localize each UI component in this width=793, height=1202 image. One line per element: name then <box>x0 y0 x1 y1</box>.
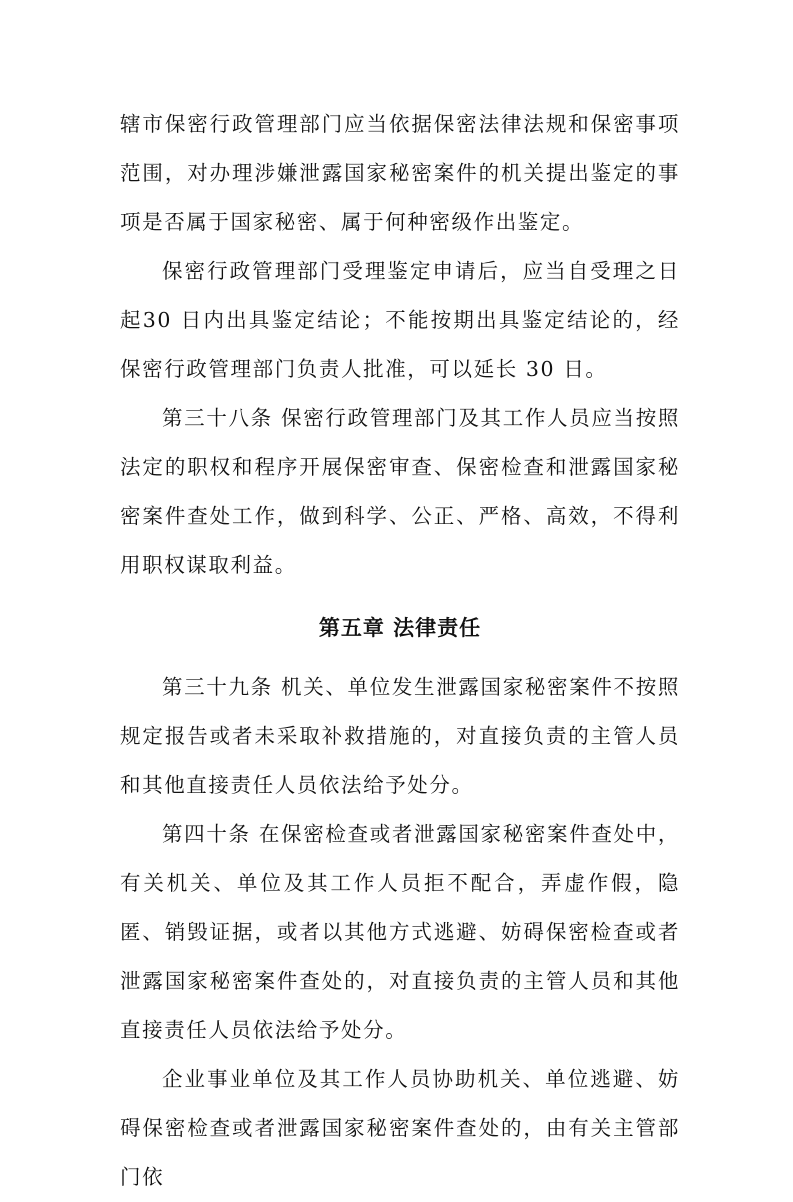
document-body <box>120 100 680 1202</box>
paragraph-continued: 辖市保密行政管理部门应当依据保密法律法规和保密事项范围，对办理涉嫌泄露国家秘密案件的机关提出鉴定的事项是否属于国家秘密、属于何种密级作出鉴定。 <box>120 112 680 234</box>
paragraph-article-40: 第四十条 在保密检查或者泄露国家秘密案件查处中，有关机关、单位及其工作人员拒不配合，弄虚作假，隐匿、销毁证据，或者以其他方式逃避、妨碍保密检查或者泄露国家秘密案件查处的，对直接负责的主管人员和其他直接责任人员依法给予处分。 <box>120 822 680 1042</box>
paragraph-article-38: 第三十八条 保密行政管理部门及其工作人员应当按照法定的职权和程序开展保密审查、保密检查和泄露国家秘密案件查处工作，做到科学、公正、严格、高效，不得利用职权谋取利益。 <box>120 406 680 577</box>
chapter-title: 第五章 法律责任 <box>318 616 482 640</box>
paragraph-appraisal-deadline: 保密行政管理部门受理鉴定申请后，应当自受理之日起30 日内出具鉴定结论；不能按期出具鉴定结论的，经保密行政管理部门负责人批准，可以延长 30 日。 <box>120 259 680 381</box>
paragraph-article-39: 第三十九条 机关、单位发生泄露国家秘密案件不按照规定报告或者未采取补救措施的，对直接负责的主管人员和其他直接责任人员依法给予处分。 <box>120 675 680 797</box>
paragraph-enterprise-liability: 企业事业单位及其工作人员协助机关、单位逃避、妨碍保密检查或者泄露国家秘密案件查处的，由有关主管部门依 <box>120 1067 680 1189</box>
